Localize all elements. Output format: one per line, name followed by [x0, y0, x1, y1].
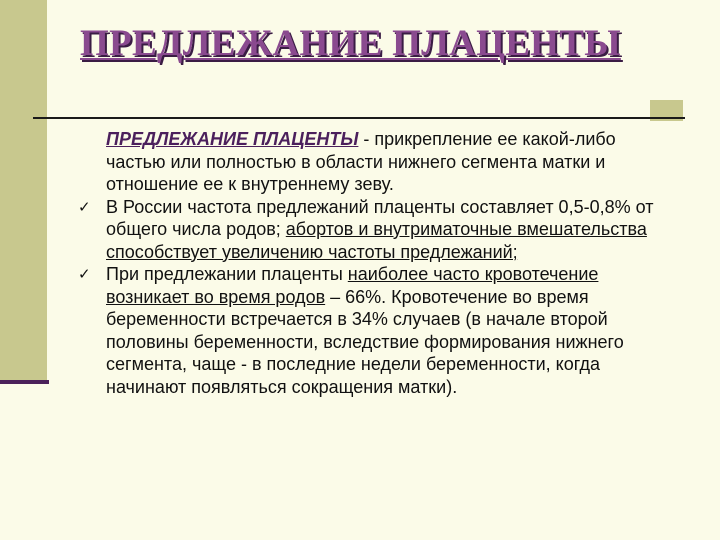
left-decor-line	[0, 380, 49, 384]
frequency-underlined: абортов и внутриматочные вмешательства способствует увеличению частоты предлежаний;	[106, 219, 647, 262]
bleeding-underlined: наиболее часто кровотечение возникает во время родов	[106, 264, 599, 307]
slide-title: ПРЕДЛЕЖАНИЕ ПЛАЦЕНТЫ	[80, 23, 621, 64]
bleeding-text: При предлежании плаценты	[106, 264, 348, 284]
frequency-text: В России частота предлежаний плаценты составляет 0,5-0,8% от общего числа родов;	[106, 196, 654, 239]
bullet-paragraph-bleeding	[78, 263, 678, 398]
check-icon: ✓	[78, 197, 91, 216]
bullet-paragraph-frequency	[78, 196, 678, 264]
bleeding-text-after: – 66%. Кровотечение во время беременности встречается в 34% случаев (в начале второй половины беременности, вследствие формирования нижнего сегмента, чаще - в последние недели беременности, когда начинают появляться сокращения матки).	[106, 286, 624, 397]
definition-term: ПРЕДЛЕЖАНИЕ ПЛАЦЕНТЫ	[106, 129, 359, 149]
slide-body	[78, 128, 678, 398]
title-divider	[33, 117, 685, 119]
definition-paragraph	[78, 128, 678, 196]
check-icon: ✓	[78, 265, 91, 283]
definition-text: - прикрепление ее какой-либо частью или полностью в области нижнего сегмента матки и отношение ее к внутреннему зеву.	[106, 129, 616, 194]
left-decor-band	[0, 0, 47, 382]
